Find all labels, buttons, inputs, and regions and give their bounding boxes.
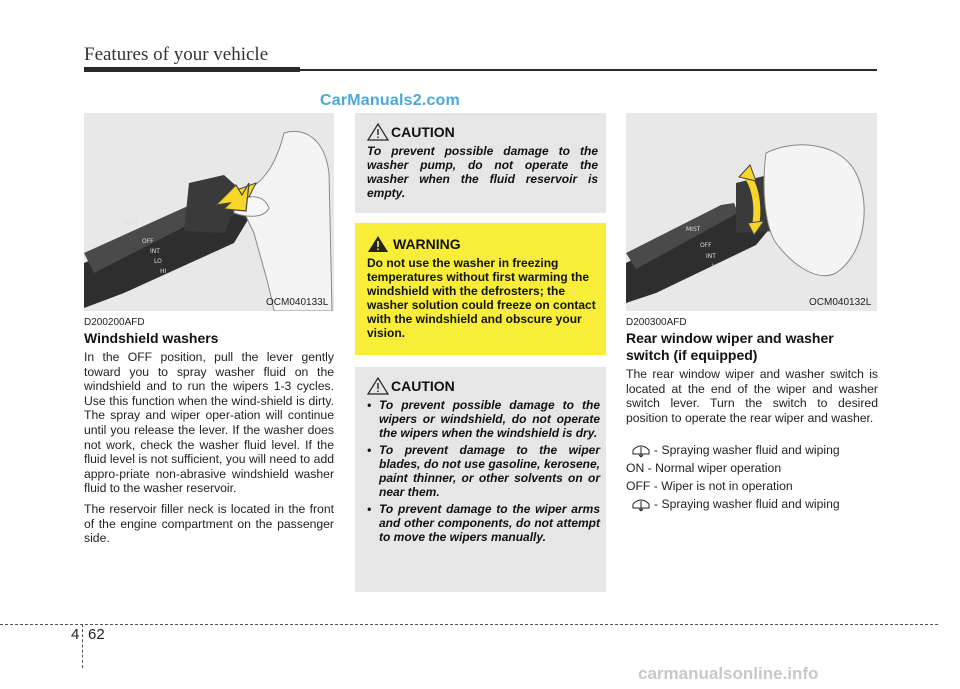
watermark-top[interactable]: CarManuals2.com xyxy=(320,92,460,109)
rear-washer-icon xyxy=(630,442,652,458)
svg-text:OFF: OFF xyxy=(700,242,712,249)
rear-wiper-illustration xyxy=(626,113,877,311)
page-number: 62 xyxy=(88,626,105,643)
svg-text:INT: INT xyxy=(706,253,716,260)
lever-hand-illustration xyxy=(84,113,334,311)
watermark-bottom[interactable]: carmanualsonline.info xyxy=(638,664,819,683)
svg-text:MIST: MIST xyxy=(686,226,701,233)
image-code: OCM040132L xyxy=(809,297,872,308)
svg-text:INT: INT xyxy=(150,248,160,255)
warning-text: Do not use the washer in freezing temperatures without first warming the windshield with the defrosters; the washer solution could freeze on contact with the windshield and obscure your vision. xyxy=(367,256,596,340)
header-rule-thick xyxy=(84,67,300,72)
page-header-title: Features of your vehicle xyxy=(84,44,269,65)
section-title: Rear window wiper and washer switch (if equipped) xyxy=(626,330,834,363)
caution-heading: CAUTION xyxy=(367,123,455,141)
caution-list xyxy=(367,398,600,547)
warning-heading: WARNING xyxy=(367,235,461,253)
svg-text:LO: LO xyxy=(712,263,720,270)
caution-heading: CAUTION xyxy=(367,377,455,395)
caution-triangle-icon xyxy=(367,123,389,141)
windshield-washer-illustration xyxy=(84,113,334,311)
image-code: OCM040133L xyxy=(266,297,329,308)
header-rule-thin xyxy=(300,69,877,71)
section-body: The rear window wiper and washer switch is located at the end of the wiper and washer switch lever. Turn the switch to desired position to operate the rear wiper and washer. xyxy=(626,367,878,425)
paragraph: The reservoir filler neck is located in the front of the engine compartment on the passenger side. xyxy=(84,501,334,546)
list-item: - Spraying washer fluid and wiping xyxy=(626,442,878,458)
svg-text:MIST: MIST xyxy=(124,220,139,227)
section-number: 4 xyxy=(71,626,80,643)
section-title: Windshield washers xyxy=(84,330,219,346)
svg-text:OFF: OFF xyxy=(142,238,154,245)
footer-divider xyxy=(82,624,83,668)
caution-text: To prevent possible damage to the washer pump, do not operate the washer when the fluid reservoir is empty. xyxy=(367,144,598,200)
rear-washer-icon xyxy=(630,496,652,512)
list-item: - Spraying washer fluid and wiping xyxy=(626,496,878,512)
caution-box xyxy=(355,113,606,213)
list-item: • To prevent possible damage to the wipers or windshield, do not operate the wipers when the windshield is dry. xyxy=(367,398,600,440)
list-item: ON - Normal wiper operation xyxy=(626,461,782,475)
paragraph: In the OFF position, pull the lever gently toward you to spray washer fluid on the windshield and to run the wipers 1-3 cycles. Use this function when the wind-shield is dirty. The spray and wiper oper-ation will continue until you release the lever. If the washer does not work, check the washer fluid level. If the fluid level is not sufficient, you will need to add appro-priate non-abrasive windshield washer fluid to the washer reservoir. xyxy=(84,350,334,496)
section-code: D200200AFD xyxy=(84,317,145,328)
footer-rule xyxy=(0,624,938,625)
caution-triangle-icon xyxy=(367,377,389,395)
section-code: D200300AFD xyxy=(626,317,687,328)
section-body xyxy=(84,350,334,552)
warning-box xyxy=(355,223,606,355)
rear-switch-positions xyxy=(626,442,878,512)
list-item: • To prevent damage to the wiper blades, do not use gasoline, kerosene, paint thinner, or other solvents on or near them. xyxy=(367,443,600,499)
warning-triangle-icon xyxy=(367,235,389,253)
caution-box-2 xyxy=(355,367,606,592)
svg-text:LO: LO xyxy=(154,258,162,265)
list-item: • To prevent damage to the wiper arms and other components, do not attempt to move the wipers manually. xyxy=(367,502,600,544)
svg-text:HI: HI xyxy=(160,268,167,275)
rear-switch-hand-illustration xyxy=(626,113,877,311)
list-item: OFF - Wiper is not in operation xyxy=(626,478,793,493)
